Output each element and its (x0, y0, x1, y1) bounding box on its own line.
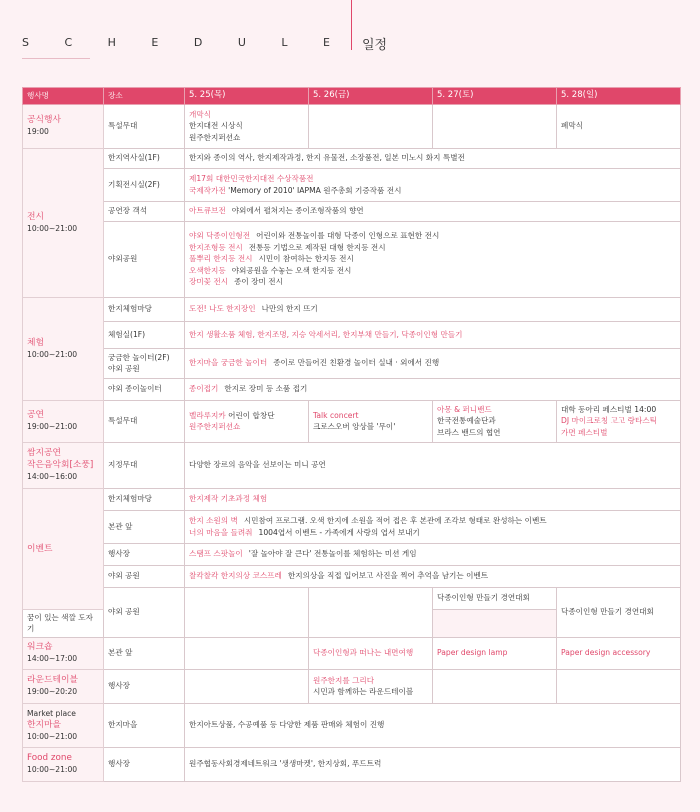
day-cell (433, 104, 557, 148)
heading-letter: L (281, 36, 288, 49)
col-header-day: 5. 26(금) (309, 88, 433, 105)
event-name: Food zone (27, 753, 72, 764)
place-cell: 특설무대 (104, 104, 185, 148)
program-cell: 제17회 대한민국한지대전 수상작품전 국제작가전 'Memory of 2010' IAPMA 원주총회 기증작품 전시 (185, 168, 681, 201)
day-cell: 벨라루지카 어린이 합창단 원주한지퍼션쇼 (185, 400, 309, 442)
day-cell: 개막식 한지대전 시상식 원주한지퍼션쇼 (185, 104, 309, 148)
place-cell: 기획전시실(2F) (104, 168, 185, 201)
event-cell (23, 148, 104, 297)
program-cell: 도전! 나도 한지장인 나만의 한지 뜨기 (185, 297, 681, 321)
table-row (23, 587, 681, 609)
day-cell: 아몽 & 퍼니밴드 한국전통예술단과 브라스 밴드의 협연 (433, 400, 557, 442)
col-header-day: 5. 25(목) (185, 88, 309, 105)
table-row (23, 378, 681, 400)
event-subtitle: Market place (27, 708, 76, 718)
event-time: 10:00~21:00 (27, 223, 78, 233)
day-cell (557, 669, 681, 703)
event-time: 19:00~21:00 (27, 422, 78, 432)
program-cell: 원주협동사회경제네트워크 '생생마켓', 한지상회, 푸드트럭 (185, 747, 681, 781)
table-row (23, 669, 681, 703)
event-name: 워크숍 (27, 642, 53, 653)
event-time: 19:00 (27, 127, 49, 137)
place-cell: 한지체험마당 (104, 488, 185, 510)
event-cell (23, 442, 104, 488)
event-name: 체험 (27, 337, 44, 348)
place-cell: 행사장 (104, 543, 185, 565)
place-cell: 본관 앞 (104, 637, 185, 669)
table-row (23, 148, 681, 168)
table-row (23, 442, 681, 488)
table-row (23, 637, 681, 669)
event-cell (23, 400, 104, 442)
event-cell (23, 703, 104, 747)
heading-letter: C (64, 36, 73, 49)
heading-letter: E (322, 36, 330, 49)
col-header-event: 행사명 (23, 88, 104, 105)
page-header (0, 0, 700, 66)
schedule-table (22, 87, 681, 782)
table-row (23, 703, 681, 747)
place-cell: 야외공원 (104, 221, 185, 297)
day-cell (309, 104, 433, 148)
place-cell: 한지체험마당 (104, 297, 185, 321)
event-time: 10:00~21:00 (27, 349, 78, 359)
program-cell: 아트큐브전 야외에서 펼쳐지는 종이조형작품의 향연 (185, 201, 681, 221)
program-cell: 한지아트상품, 수공예품 등 다양한 제품 판매와 체험이 진행 (185, 703, 681, 747)
place-cell: 한지역사실(1F) (104, 148, 185, 168)
table-row (23, 168, 681, 201)
event-time: 14:00~17:00 (27, 654, 78, 664)
table-row (23, 321, 681, 348)
heading-letter: S (22, 36, 29, 49)
day-cell (309, 587, 433, 637)
table-header-row (23, 88, 681, 105)
table-row (23, 104, 681, 148)
day-cell: 닥종이인형 만들기 경연대회 (433, 587, 557, 609)
place-cell: 행사장 (104, 669, 185, 703)
event-name: 한지마을 (27, 720, 61, 730)
day-cell (433, 669, 557, 703)
table-row (23, 348, 681, 378)
table-row (23, 510, 681, 543)
day-cell: 원주한지를 그리다 시민과 함께하는 라운드테이블 (309, 669, 433, 703)
day-cell: 폐막식 (557, 104, 681, 148)
day-cell: 대학 동아리 페스티벌 14:00 DJ 마이크로칭 고고 랑타스틱 가면 페스티벌 (557, 400, 681, 442)
place-cell: 한지마을 (104, 703, 185, 747)
program-cell: 종이접기 한지로 장미 등 소품 접기 (185, 378, 681, 400)
day-cell (185, 587, 309, 637)
day-cell: Paper design lamp (433, 637, 557, 669)
program-cell: 한지와 종이의 역사, 한지제작과정, 한지 유물전, 소장품전, 일본 미노시 화지 특별전 (185, 148, 681, 168)
day-cell: 닥종이인형 만들기 경연대회 (557, 587, 681, 637)
event-name: 전시 (27, 211, 44, 222)
col-header-place: 장소 (104, 88, 185, 105)
table-row (23, 488, 681, 510)
day-cell (185, 669, 309, 703)
heading-letter: D (193, 36, 203, 49)
day-cell: Paper design accessory (557, 637, 681, 669)
day-cell (185, 637, 309, 669)
program-cell: 다양한 장르의 음악을 선보이는 미니 공연 (185, 442, 681, 488)
event-name: 이벤트 (27, 543, 53, 554)
event-cell (23, 669, 104, 703)
table-row (23, 297, 681, 321)
place-cell: 공연장 객석 (104, 201, 185, 221)
table-row (23, 543, 681, 565)
program-cell: 한지마을 궁금한 놀이터 종이로 만들어진 친환경 놀이터 실내 · 외에서 진행 (185, 348, 681, 378)
page-title: 일정 (362, 38, 388, 53)
event-name: 공연 (27, 410, 44, 421)
day-cell: 닥종이인형과 떠나는 내면여행 (309, 637, 433, 669)
heading-letter: H (107, 36, 116, 49)
program-cell: 한지제작 기초과정 체험 (185, 488, 681, 510)
day-cell: Talk concert 크로스오버 앙상블 '무이' (309, 400, 433, 442)
event-cell (23, 297, 104, 400)
program-cell: 한지 소원의 벽 시민참여 프로그램. 오색 한지에 소원을 적어 접은 후 본관에 조각보 형태로 완성하는 이벤트 너의 마음을 들려줘 1004엽서 이벤트 - 가족에게 사랑의 엽서 보내기 (185, 510, 681, 543)
event-time: 10:00~21:00 (27, 765, 78, 775)
place-cell: 체험실(1F) (104, 321, 185, 348)
place-cell: 야외 공원 (104, 565, 185, 587)
event-cell (23, 637, 104, 669)
day-cell: 꿈이 있는 색깔 도자기 (23, 609, 104, 637)
heading-letter: E (151, 36, 159, 49)
event-cell (23, 104, 104, 148)
place-cell: 궁금한 놀이터(2F) 야외 공원 (104, 348, 185, 378)
event-name: 작은음악회[소풍] (27, 460, 94, 471)
heading-letter: U (237, 36, 246, 49)
table-row (23, 565, 681, 587)
place-cell: 야외 공원 (104, 587, 185, 637)
event-name: 라운드테이블 (27, 675, 78, 686)
table-row (23, 201, 681, 221)
header-divider (351, 0, 352, 50)
heading-underline (22, 58, 90, 59)
program-cell: 한지 생활소품 체험, 한지조명, 지승 악세서리, 한지부채 만들기, 닥종이인형 만들기 (185, 321, 681, 348)
event-cell (23, 488, 104, 609)
event-name: 쌈지공연 (27, 448, 61, 459)
event-time: 14:00~16:00 (27, 472, 78, 482)
program-cell: 찰칵찰칵 한지의상 코스프레 한지의상을 직접 입어보고 사진을 찍어 추억을 남기는 이벤트 (185, 565, 681, 587)
table-row (23, 747, 681, 781)
place-cell: 야외 종이놀이터 (104, 378, 185, 400)
program-cell: 야외 닥종이인형전 어린이와 전통놀이를 대형 닥종이 인형으로 표현한 전시 한지조형등 전시 전통등 기법으로 제작된 대형 한지등 전시 풀뿌리 한지등 전시 시민이 참여하는 한지등 전시 오색한지등 야외공원을 수놓는 오색 한지등 전시 장미꽃 전시 종이 장미 전시 (185, 221, 681, 297)
event-time: 19:00~20:20 (27, 687, 78, 697)
place-cell: 본관 앞 (104, 510, 185, 543)
col-header-day: 5. 27(토) (433, 88, 557, 105)
place-cell: 행사장 (104, 747, 185, 781)
event-time: 10:00~21:00 (27, 732, 78, 741)
col-header-day: 5. 28(일) (557, 88, 681, 105)
event-cell (23, 747, 104, 781)
schedule-heading (22, 36, 330, 49)
place-cell: 지정무대 (104, 442, 185, 488)
program-cell: 스탬프 스팟놀이 '잘 놀아야 잘 큰다' 전통놀이를 체험하는 미션 게임 (185, 543, 681, 565)
table-row (23, 221, 681, 297)
event-name: 공식행사 (27, 115, 61, 126)
table-row (23, 400, 681, 442)
place-cell: 특설무대 (104, 400, 185, 442)
